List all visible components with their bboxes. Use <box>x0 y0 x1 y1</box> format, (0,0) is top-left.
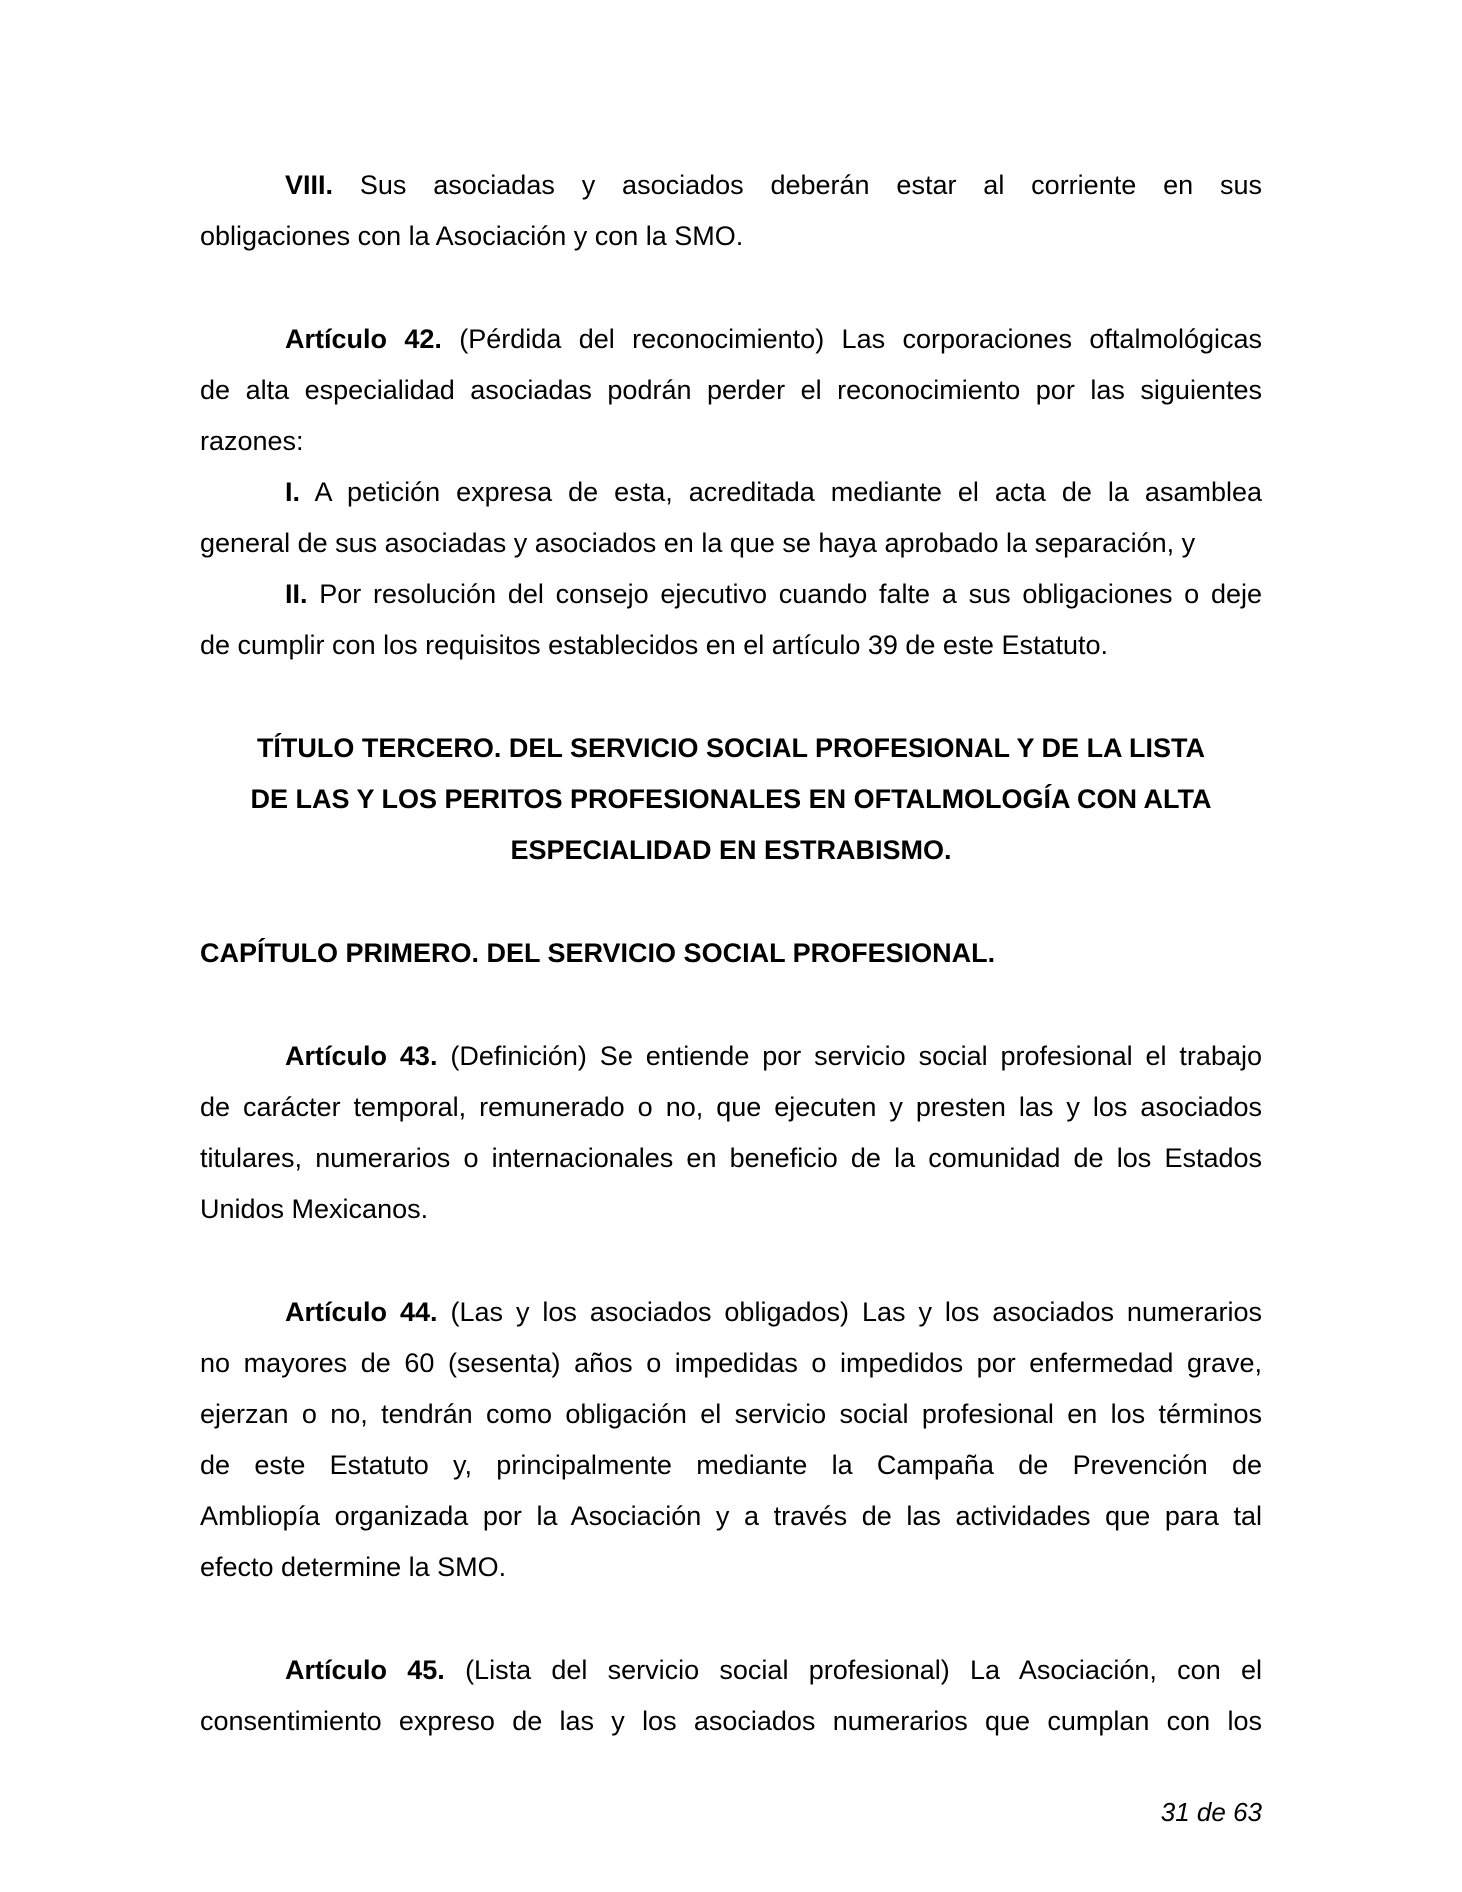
text-line <box>200 365 1262 416</box>
line-text: (Las y los asociados obligados) Las y los asociados numerarios <box>450 1297 1262 1327</box>
paragraph-viii <box>200 160 1262 262</box>
page-number-text: 31 de 63 <box>1160 1797 1262 1827</box>
line-text: (Definición) Se entiende por servicio social profesional el trabajo <box>450 1041 1262 1071</box>
line-text: Ambliopía organizada por la Asociación y a través de las actividades que para tal <box>200 1501 1262 1531</box>
paragraph-articulo-42 <box>200 314 1262 467</box>
text-line <box>200 620 1262 671</box>
article-number-42: Artículo 42. <box>285 324 442 354</box>
line-text: general de sus asociadas y asociados en la que se haya aprobado la separación, y <box>200 528 1196 558</box>
line-text: obligaciones con la Asociación y con la SMO. <box>200 221 744 251</box>
line-text: titulares, numerarios o internacionales en beneficio de la comunidad de los Estados <box>200 1143 1262 1173</box>
paragraph-spacer <box>200 1235 1262 1287</box>
text-line <box>200 1645 1262 1696</box>
list-number-ii: II. <box>285 579 308 609</box>
text-line <box>200 1031 1262 1082</box>
list-number-viii: VIII. <box>285 170 334 200</box>
line-text: Unidos Mexicanos. <box>200 1194 429 1224</box>
text-line <box>200 1082 1262 1133</box>
line-text: A petición expresa de esta, acreditada mediante el acta de la asamblea <box>314 477 1263 507</box>
line-text: (Pérdida del reconocimiento) Las corporaciones oftalmológicas <box>459 324 1262 354</box>
text-line <box>200 1389 1262 1440</box>
text-line <box>200 1542 1262 1593</box>
paragraph-spacer <box>200 876 1262 928</box>
paragraph-spacer <box>200 671 1262 723</box>
text-line <box>200 314 1262 365</box>
heading-line <box>200 928 1262 979</box>
line-text: consentimiento expreso de las y los asociados numerarios que cumplan con los <box>200 1706 1262 1736</box>
text-line <box>200 1287 1262 1338</box>
line-text: efecto determine la SMO. <box>200 1552 507 1582</box>
text-line <box>200 467 1262 518</box>
line-text: (Lista del servicio social profesional) La Asociación, con el <box>465 1655 1262 1685</box>
line-text: razones: <box>200 426 304 456</box>
text-line <box>200 518 1262 569</box>
heading-capitulo-primero <box>200 928 1262 979</box>
paragraph-articulo-43 <box>200 1031 1262 1235</box>
line-text: ejerzan o no, tendrán como obligación el servicio social profesional en los términos <box>200 1399 1262 1429</box>
text-line <box>200 160 1262 211</box>
heading-line <box>200 723 1262 774</box>
line-text: de este Estatuto y, principalmente mediante la Campaña de Prevención de <box>200 1450 1262 1480</box>
text-line <box>200 1696 1262 1747</box>
text-line <box>200 569 1262 620</box>
heading-titulo-tercero <box>200 723 1262 876</box>
text-line <box>200 416 1262 467</box>
list-number-i: I. <box>285 477 301 507</box>
line-text: de alta especialidad asociadas podrán perder el reconocimiento por las siguientes <box>200 375 1262 405</box>
heading-text: TÍTULO TERCERO. DEL SERVICIO SOCIAL PROFESIONAL Y DE LA LISTA <box>256 733 1206 763</box>
heading-line <box>200 774 1262 825</box>
text-line <box>200 1184 1262 1235</box>
text-line <box>200 1133 1262 1184</box>
line-text: no mayores de 60 (sesenta) años o impedidas o impedidos por enfermedad grave, <box>200 1348 1262 1378</box>
line-text: de carácter temporal, remunerado o no, que ejecuten y presten las y los asociados <box>200 1092 1262 1122</box>
paragraph-articulo-44 <box>200 1287 1262 1593</box>
line-text: Sus asociadas y asociados deberán estar al corriente en sus <box>359 170 1262 200</box>
text-line <box>200 1338 1262 1389</box>
page-number <box>200 1787 1262 1838</box>
paragraph-spacer <box>200 262 1262 314</box>
text-line <box>200 1440 1262 1491</box>
paragraph-articulo-45 <box>200 1645 1262 1747</box>
paragraph-spacer <box>200 979 1262 1031</box>
line-text: Por resolución del consejo ejecutivo cuando falte a sus obligaciones o deje <box>319 579 1262 609</box>
heading-text: CAPÍTULO PRIMERO. DEL SERVICIO SOCIAL PROFESIONAL. <box>200 938 996 968</box>
article-number-44: Artículo 44. <box>285 1297 438 1327</box>
text-line <box>200 1491 1262 1542</box>
paragraph-fraccion-ii <box>200 569 1262 671</box>
heading-text: ESPECIALIDAD EN ESTRABISMO. <box>510 835 952 865</box>
text-line <box>200 211 1262 262</box>
heading-line <box>200 825 1262 876</box>
line-text: de cumplir con los requisitos establecidos en el artículo 39 de este Estatuto. <box>200 630 1109 660</box>
paragraph-fraccion-i <box>200 467 1262 569</box>
heading-text: DE LAS Y LOS PERITOS PROFESIONALES EN OFTALMOLOGÍA CON ALTA <box>250 784 1212 814</box>
article-number-43: Artículo 43. <box>285 1041 438 1071</box>
paragraph-spacer <box>200 1593 1262 1645</box>
article-number-45: Artículo 45. <box>285 1655 445 1685</box>
